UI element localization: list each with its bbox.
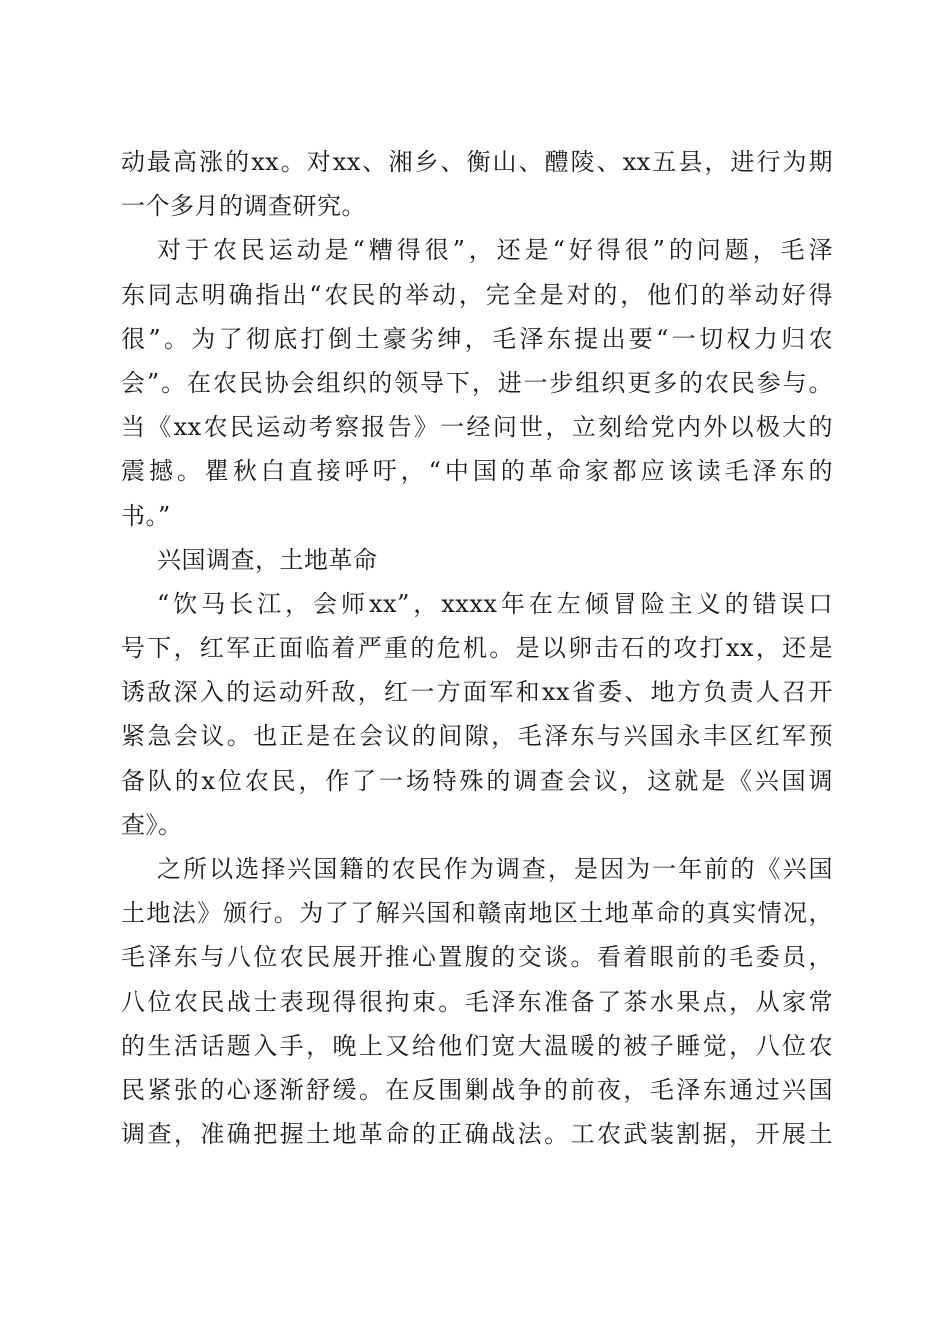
text-line: 东同志明确指出“农民的举动，完全是对的，他们的举动好得 [121, 280, 833, 309]
text-line: 当《xx农民运动考察报告》一经问世，立刻给党内外以极大的 [121, 413, 833, 442]
text-line: 八位农民战士表现得很拘束。毛泽东准备了茶水果点，从家常 [121, 987, 833, 1016]
text-line: 很”。为了彻底打倒土豪劣绅，毛泽东提出要“一切权力归农 [121, 324, 833, 353]
text-line: 书。” [121, 501, 171, 530]
text-line: 兴国调查，土地革命 [157, 545, 378, 574]
text-line: 紧急会议。也正是在会议的间隙，毛泽东与兴国永丰区红军预 [121, 722, 833, 751]
text-line: 民紧张的心逐渐舒缓。在反围剿战争的前夜，毛泽东通过兴国 [121, 1075, 833, 1104]
text-line: 对于农民运动是“糟得很”，还是“好得很”的问题，毛泽 [157, 236, 833, 265]
text-line: 一个多月的调查研究。 [121, 192, 366, 221]
text-line: 毛泽东与八位农民展开推心置腹的交谈。看着眼前的毛委员， [121, 943, 833, 972]
text-line: 震撼。瞿秋白直接呼吁，“中国的革命家都应该读毛泽东的 [121, 457, 833, 486]
text-line: 号下，红军正面临着严重的危机。是以卵击石的攻打xx，还是 [121, 634, 833, 663]
text-line: 会”。在农民协会组织的领导下，进一步组织更多的农民参与。 [121, 368, 833, 397]
text-line: “饮马长江，会师xx”，xxxx年在左倾冒险主义的错误口 [157, 589, 833, 618]
text-line: 诱敌深入的运动歼敌，红一方面军和xx省委、地方负责人召开 [121, 678, 833, 707]
text-line: 的生活话题入手，晚上又给他们宽大温暖的被子睡觉，八位农 [121, 1031, 833, 1060]
text-line: 土地法》颁行。为了了解兴国和赣南地区土地革命的真实情况， [121, 899, 833, 928]
text-line: 调查，准确把握土地革命的正确战法。工农武装割据，开展土 [121, 1120, 833, 1149]
text-line: 之所以选择兴国籍的农民作为调查，是因为一年前的《兴国 [157, 855, 833, 883]
document-body [121, 140, 833, 1156]
text-line: 动最高涨的xx。对xx、湘乡、衡山、醴陵、xx五县，进行为期 [121, 148, 833, 176]
text-line: 备队的x位农民，作了一场特殊的调查会议，这就是《兴国调 [121, 766, 833, 795]
text-line: 查》。 [121, 810, 183, 839]
